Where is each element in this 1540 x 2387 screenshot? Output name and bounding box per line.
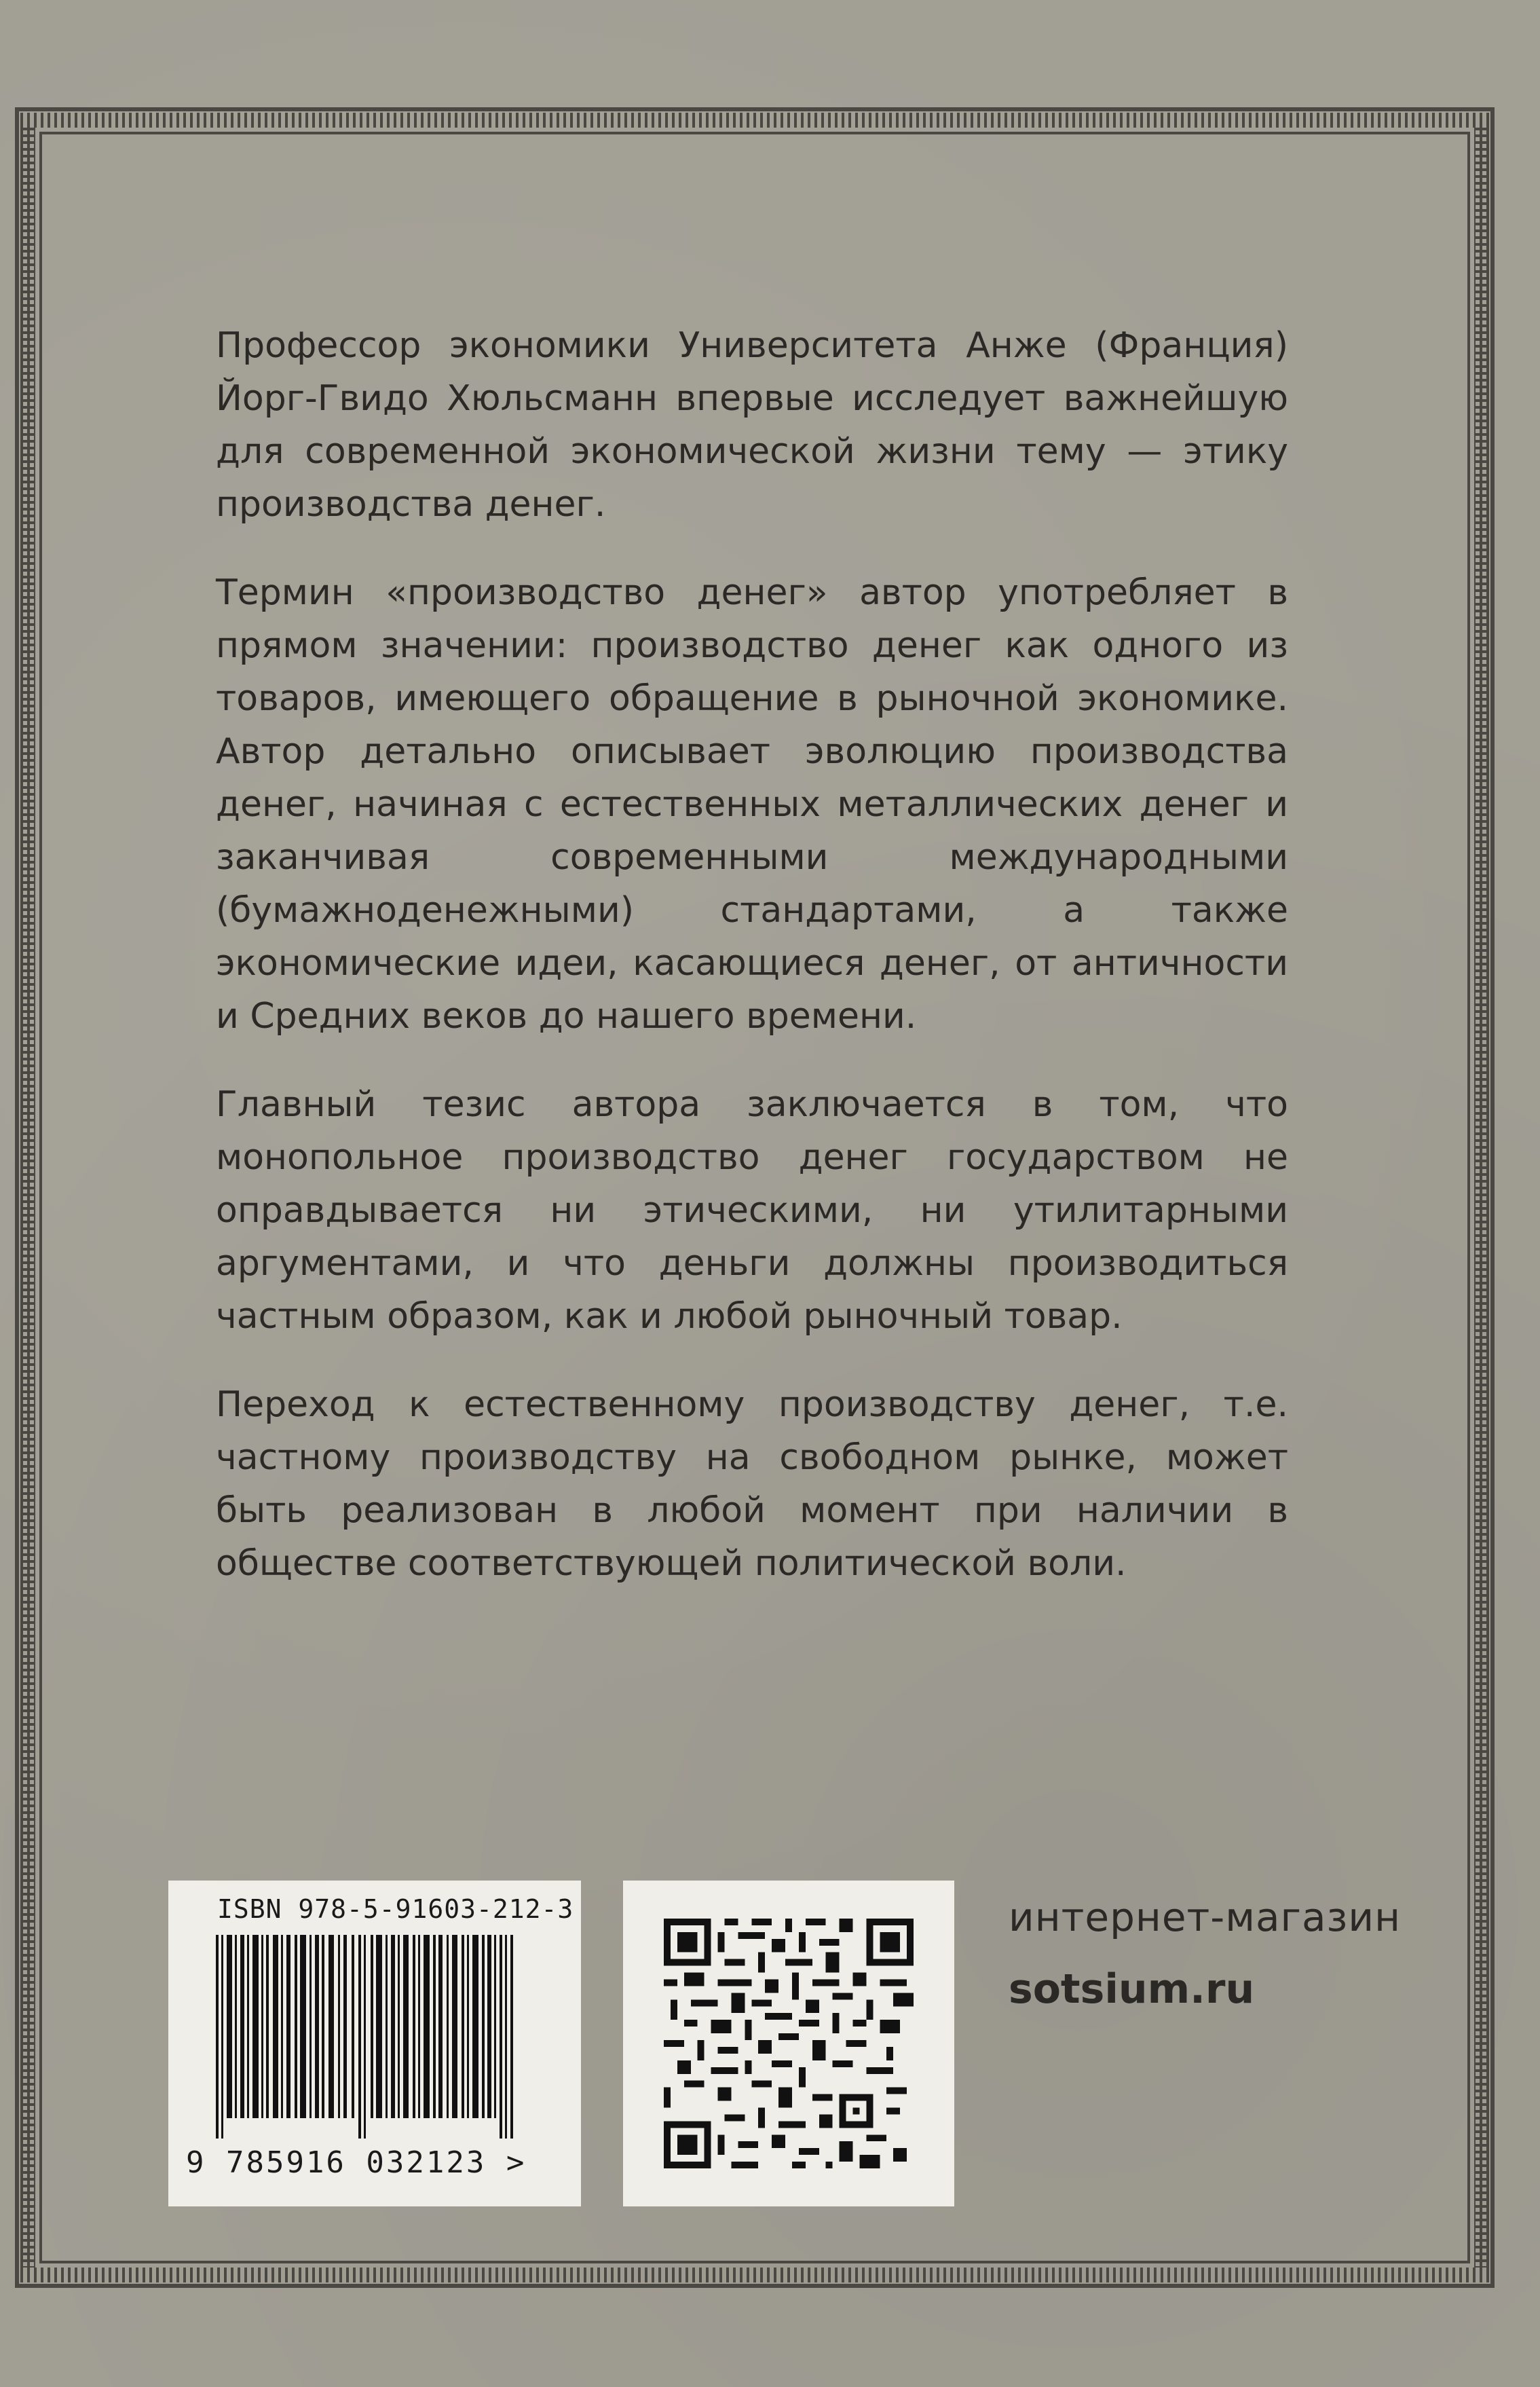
store-website-link[interactable]: sotsium.ru — [1009, 1965, 1255, 2013]
online-store-label: интернет-магазин — [1009, 1894, 1401, 1940]
barcode-digits: 9 785916 032123 > — [186, 2145, 527, 2180]
description-paragraph-2: Термин «производство денег» автор употребляет в прямом значении: производство денег как одного из товаров, имеющего обращение в рыночной экономике. Автор детально описывает эволюцию производства денег, начиная с естественных металлических денег и заканчивая современными международными (бумажноденежными) стандартами, а также экономические идеи, касающиеся денег, от античности и Средних веков до нашего времени. — [216, 572, 1288, 1037]
barcode-icon — [216, 1935, 535, 2139]
description-text — [216, 319, 1288, 1625]
isbn-label — [168, 1881, 581, 2206]
qr-code-panel — [623, 1881, 954, 2206]
qr-code-icon — [664, 1919, 914, 2168]
description-paragraph-4: Переход к естественному производству денег, т.е. частному производству на свободном рынке, может быть реализован в любой момент при наличии в обществе соответствующей политической воли. — [216, 1384, 1288, 1584]
description-paragraph-3: Главный тезис автора заключается в том, что монопольное производство денег государством не оправдывается ни этическими, ни утилитарными аргументами, и что деньги должны производиться частным образом, как и любой рыночный товар. — [216, 1084, 1288, 1337]
description-paragraph-1: Профессор экономики Университета Анже (Франция) Йорг-Гвидо Хюльсманн впервые исследует важнейшую для современной экономической жизни тему — этику производства денег. — [216, 325, 1288, 525]
isbn-number: ISBN 978-5-91603-212-3 — [217, 1894, 574, 1924]
